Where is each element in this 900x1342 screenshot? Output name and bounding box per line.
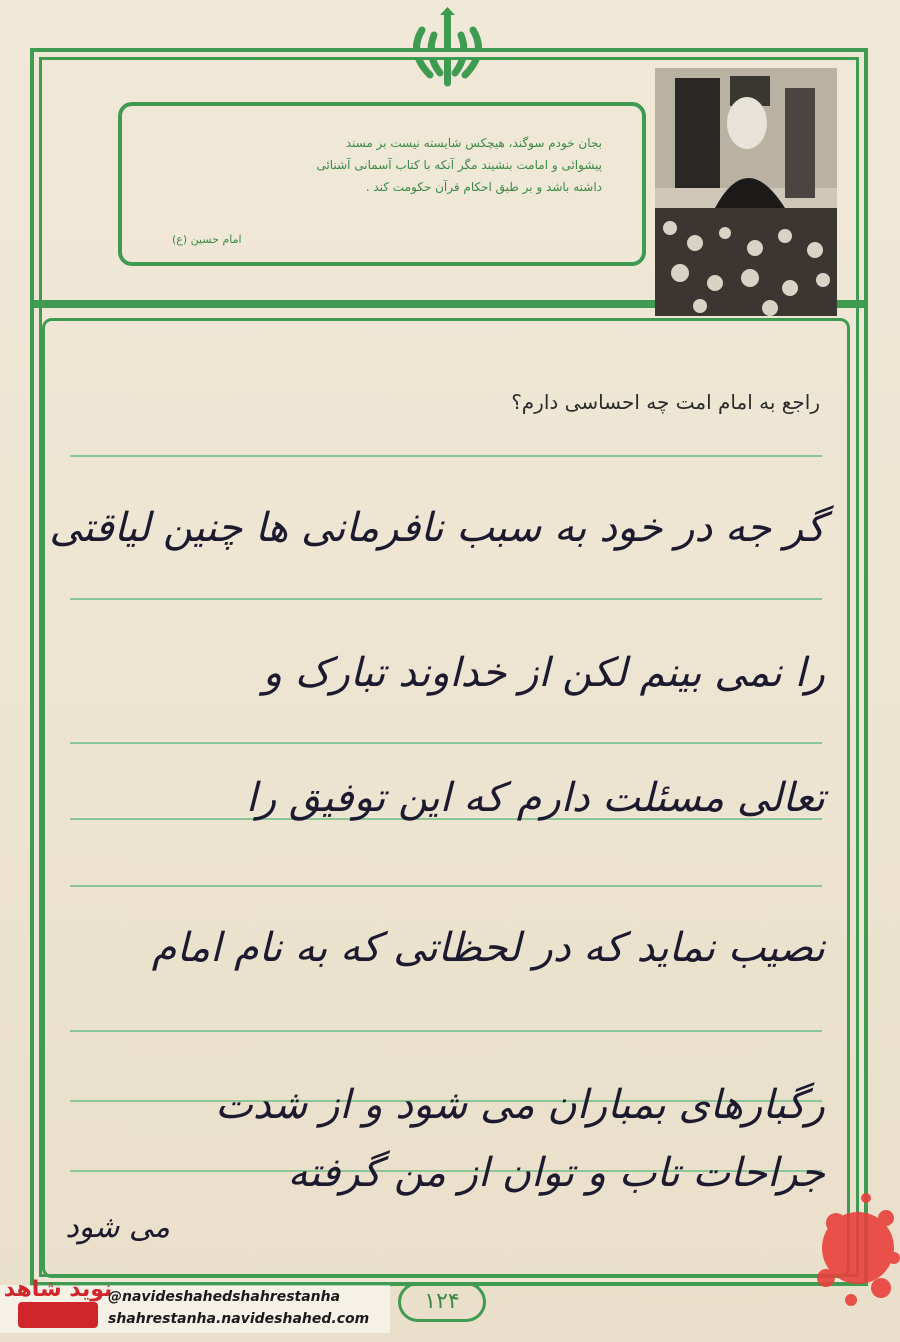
quote-line: داشته باشد و بر طبق احکام قرآن حکومت کند . [365, 180, 602, 194]
quote-box [118, 102, 646, 266]
handwritten-line: تعالی مسئلت دارم که این توفیق را [245, 775, 825, 821]
quote-text [142, 132, 602, 198]
svg-text:نوید شاهد: نوید شاهد [3, 1277, 113, 1302]
handwritten-line: نصیب نماید که در لحظاتی که به نام امام [151, 925, 825, 971]
handwritten-line: رگبارهای بمباران می شود و از شدت [215, 1082, 825, 1128]
ink-blot-icon [806, 1188, 900, 1318]
navideshahed-logo-icon [3, 1268, 113, 1338]
watermark-site[interactable]: shahrestanha.navideshahed.com [108, 1311, 370, 1327]
page-number: ۱۲۴ [398, 1282, 486, 1322]
question-heading: راجع به امام امت چه احساسی دارم؟ [511, 390, 820, 414]
quote-line: بجان خودم سوگند، هیچکس شایسته نیست بر مسند [345, 136, 602, 150]
handwritten-line: می شود [65, 1210, 170, 1245]
handwritten-line: جراحات تاب و توان از من گرفته [287, 1150, 825, 1196]
ruled-line [70, 455, 822, 457]
ruled-line [70, 742, 822, 744]
handwritten-line: را نمی بینم لکن از خداوند تبارک و [262, 650, 825, 696]
watermark-handle[interactable]: @navideshahedshahrestanha [108, 1289, 341, 1305]
ruled-line [70, 885, 822, 887]
khomeini-photo-icon [655, 68, 837, 316]
ruled-line [70, 1030, 822, 1032]
quote-author: امام حسین (ع) [172, 233, 242, 246]
ruled-line [70, 598, 822, 600]
quote-line: پیشوائی و امامت بنشیند مگر آنکه با کتاب آسمانی آشنائی [316, 158, 602, 172]
handwritten-line: گر جه در خود به سبب نافرمانی ها چنین لیاقتی [49, 505, 825, 551]
